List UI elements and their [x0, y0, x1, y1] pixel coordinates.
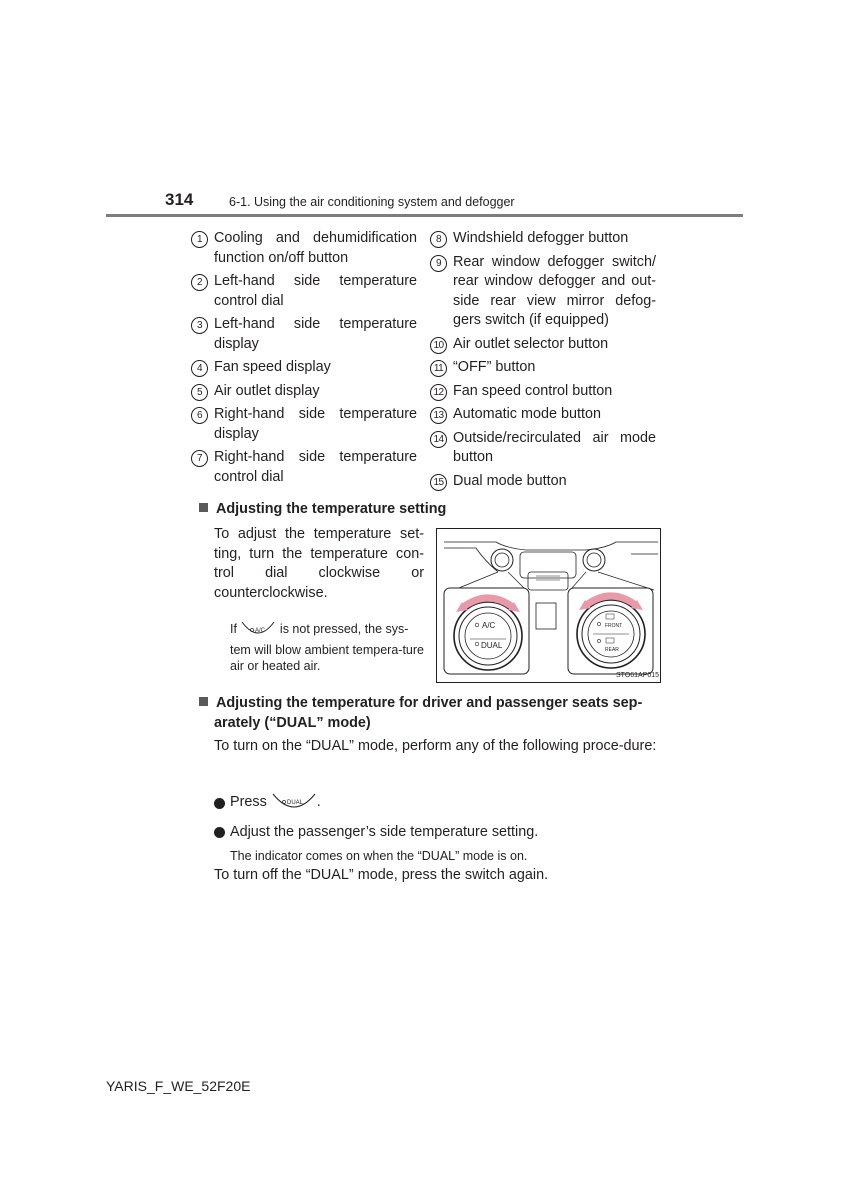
legend-item — [430, 335, 656, 355]
item-number: 11 — [430, 360, 447, 377]
bullet2-text: Adjust the passenger’s side temperature setting. — [230, 824, 539, 840]
item-number: 5 — [191, 384, 208, 401]
temperature-dial-illustration — [436, 528, 661, 683]
fig-front-label: FRONT — [605, 623, 623, 629]
square-bullet-icon — [199, 503, 208, 512]
item-text: Dual mode button — [453, 472, 567, 489]
legend-item — [191, 382, 417, 402]
note-mid-text: is not pressed, the sys- — [279, 622, 409, 636]
temperature-heading-text: Adjusting the temperature setting — [216, 501, 447, 517]
item-text: Fan speed control button — [453, 382, 613, 399]
item-text: “OFF” button — [453, 359, 536, 375]
item-number: 7 — [191, 450, 208, 467]
legend-item — [191, 448, 417, 487]
item-number: 6 — [191, 407, 208, 424]
item-text: Left-hand side temperature display — [214, 316, 417, 352]
header-rule — [106, 214, 743, 217]
legend-item — [191, 405, 417, 444]
legend-item — [191, 315, 417, 354]
item-text: Air outlet selector button — [453, 335, 609, 352]
bullet-press-dual — [214, 792, 321, 814]
section-title: 6-1. Using the air conditioning system and defogger — [229, 195, 515, 209]
square-bullet-icon — [199, 697, 208, 706]
item-text: Right-hand side temperature control dial — [214, 449, 417, 485]
bullet-dot-icon — [214, 798, 225, 809]
note-if-text: If — [230, 622, 237, 636]
item-number: 3 — [191, 317, 208, 334]
temperature-note — [230, 619, 424, 674]
item-text: Air outlet display — [214, 382, 320, 399]
item-text: Automatic mode button — [453, 406, 601, 422]
temperature-body: To adjust the temperature set-ting, turn the temperature con-trol dial clockwise or counterclockwise. — [214, 526, 424, 601]
legend-item — [191, 358, 417, 378]
figure-id: STO61AP015 — [616, 672, 660, 679]
dual-button-icon — [271, 792, 317, 814]
ac-button-label: A/C — [255, 627, 266, 634]
item-text: Right-hand side temperature display — [214, 406, 417, 442]
dual-heading-line1: Adjusting the temperature for driver and passenger seats sep- — [216, 695, 643, 711]
bullet1-suffix: . — [316, 794, 321, 811]
legend-right-column — [430, 229, 656, 495]
dual-body: To turn on the “DUAL” mode, perform any of the following proce-dure: — [214, 738, 657, 754]
ac-button-icon — [240, 620, 276, 640]
fig-ac-label: A/C — [482, 621, 496, 630]
item-number: 2 — [191, 274, 208, 291]
item-number: 13 — [430, 407, 447, 424]
item-text: Cooling and dehumidification function on/off button — [214, 230, 417, 266]
note-rest-text: tem will blow ambient tempera-ture air or heated air. — [230, 643, 424, 673]
item-text: Left-hand side temperature control dial — [214, 273, 417, 309]
temperature-heading — [199, 500, 446, 520]
legend-item — [430, 429, 656, 468]
item-text: Fan speed display — [214, 359, 331, 375]
item-number: 8 — [430, 231, 447, 248]
dual-heading-line2: arately (“DUAL” mode) — [214, 714, 371, 731]
dual-off-text: To turn off the “DUAL” mode, press the switch again. — [214, 867, 549, 883]
item-number: 4 — [191, 360, 208, 377]
legend-item — [430, 472, 656, 492]
fig-dual-label: DUAL — [481, 641, 503, 650]
dual-heading — [199, 694, 659, 733]
bullet-dot-icon — [214, 827, 225, 838]
item-text: Windshield defogger button — [453, 230, 629, 246]
legend-item — [191, 229, 417, 268]
bullet-adjust-passenger — [214, 823, 538, 843]
footer-code: YARIS_F_WE_52F20E — [106, 1078, 251, 1094]
dual-indicator-note: The indicator comes on when the “DUAL” mode is on. — [230, 849, 528, 863]
item-text: Outside/recirculated air mode button — [453, 429, 656, 465]
fig-rear-label: REAR — [605, 647, 619, 653]
bullet1-prefix: Press — [230, 794, 267, 811]
legend-item — [430, 229, 656, 249]
legend-left-column — [191, 229, 417, 491]
legend-item — [191, 272, 417, 311]
item-number: 9 — [430, 255, 447, 272]
legend-item — [430, 382, 656, 402]
item-number: 1 — [191, 231, 208, 248]
legend-item — [430, 253, 656, 331]
item-number: 14 — [430, 431, 447, 448]
item-number: 12 — [430, 384, 447, 401]
item-number: 10 — [430, 337, 447, 354]
item-text: Rear window defogger switch/ rear window defogger and out-side rear view mirror defog-gers switch (if equipped) — [453, 253, 656, 328]
page-number: 314 — [165, 190, 194, 209]
item-number: 15 — [430, 474, 447, 491]
legend-item — [430, 358, 656, 378]
dual-button-label: DUAL — [286, 800, 303, 806]
legend-item — [430, 405, 656, 425]
